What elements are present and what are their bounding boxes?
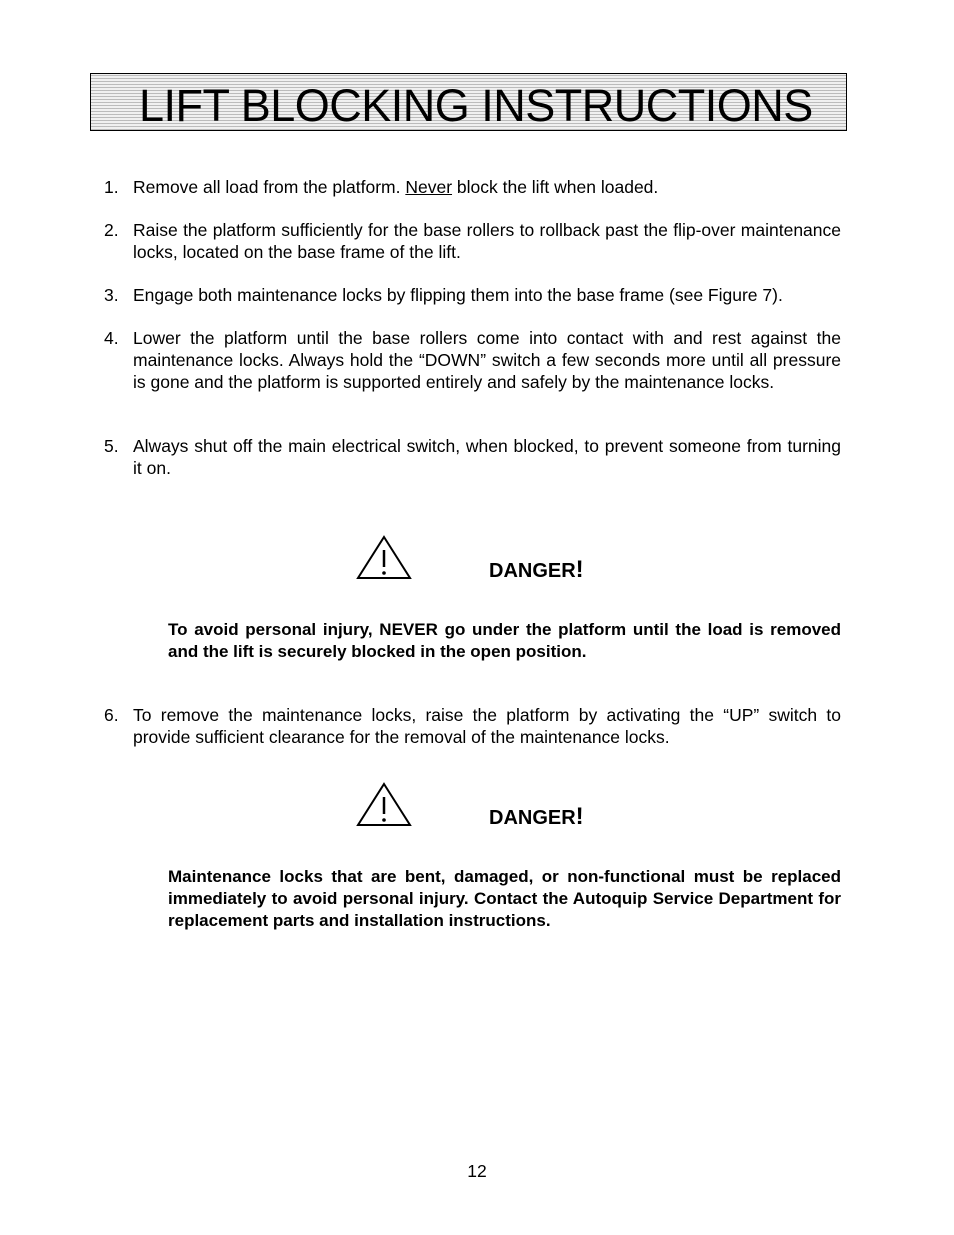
step-text: Always shut off the main electrical switch, when blocked, to prevent someone from turning it on. — [133, 436, 841, 478]
exclamation-mark: ! — [575, 803, 584, 830]
step-text: Lower the platform until the base rollers come into contact with and rest against the maintenance locks. Always hold the “DOWN” switch a few seconds more until all pressure is gone and the platform is supported entirely and safely by the maintenance locks. — [133, 328, 841, 392]
step-number: 6. — [104, 705, 119, 725]
step-text: To remove the maintenance locks, raise the platform by activating the “UP” switch to provide sufficient clearance for the removal of the maintenance locks. — [133, 705, 841, 747]
danger-heading: DANGER! — [489, 556, 584, 583]
danger-warning-text: Maintenance locks that are bent, damaged, or non-functional must be replaced immediately to avoid personal injury. Contact the Autoquip Service Department for replacement parts and installation instructions. — [168, 867, 841, 930]
step-2 — [104, 220, 841, 264]
warning-triangle-icon — [349, 529, 419, 599]
step-number: 3. — [104, 285, 119, 305]
step-number: 5. — [104, 436, 119, 456]
exclamation-mark: ! — [575, 556, 584, 583]
step-number: 4. — [104, 328, 119, 348]
warning-triangle-icon — [349, 776, 419, 846]
step-text: Raise the platform sufficiently for the base rollers to rollback past the flip-over maintenance locks, located on the base frame of the lift. — [133, 220, 841, 262]
step-number: 2. — [104, 220, 119, 240]
step-5 — [104, 436, 841, 480]
step-3 — [104, 285, 841, 307]
danger-warning-text: To avoid personal injury, NEVER go under the platform until the load is removed and the lift is securely blocked in the open position. — [168, 620, 841, 661]
step-text: Remove all load from the platform. Never block the lift when loaded. — [133, 177, 659, 197]
danger-heading: DANGER! — [489, 803, 584, 830]
underlined-word: Never — [405, 177, 453, 197]
step-4 — [104, 328, 841, 393]
step-6 — [104, 705, 841, 749]
step-number: 1. — [104, 177, 119, 197]
title-banner — [90, 73, 847, 131]
step-text: Engage both maintenance locks by flipping them into the base frame (see Figure 7). — [133, 285, 783, 305]
page-title: LIFT BLOCKING INSTRUCTIONS — [139, 80, 813, 131]
step-1 — [104, 177, 841, 199]
page-number: 12 — [467, 1161, 487, 1181]
